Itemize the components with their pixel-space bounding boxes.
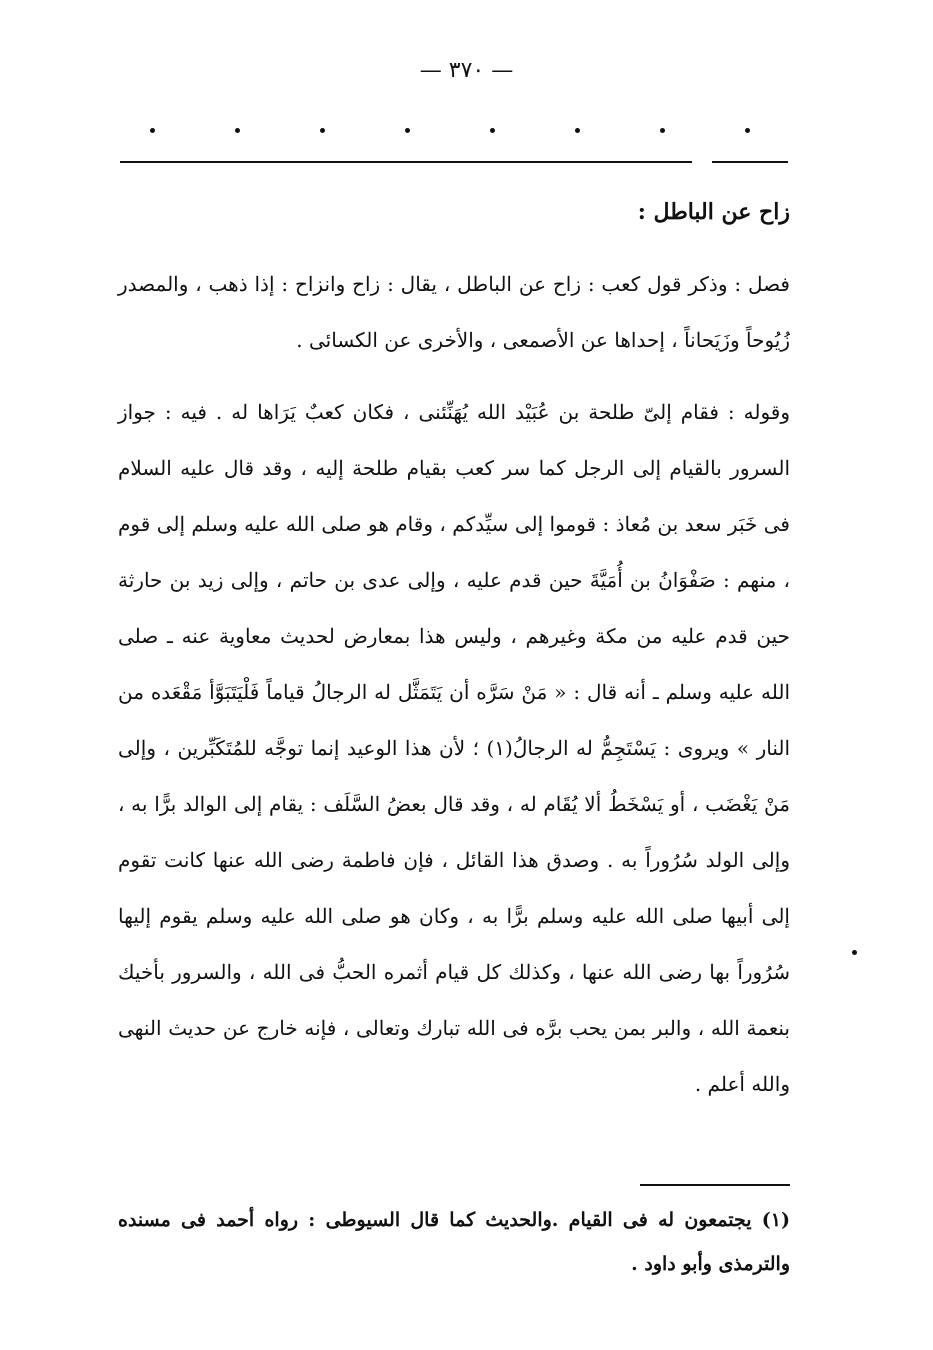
ornament-dot bbox=[490, 128, 495, 133]
section-heading: زاح عن الباطل : bbox=[637, 199, 790, 225]
page-number: — ٣٧٠ — bbox=[419, 58, 514, 83]
paragraph: وقوله : فقام إلىّ طلحة بن عُبَيْد الله يُهَنِّئنى ، فكان كعبٌ يَرَاها له . فيه : جواز السرور بالقيام إلى الرجل كما سر كعب بقيام طلحة إليه ، وقد قال عليه السلام فى خَبَر سعد بن مُعاذ : قوموا إلى سيِّدكم ، وقام هو صلى الله عليه وسلم إلى قوم ، منهم : صَفْوَانُ بن أُمَيَّةَ حين قدم عليه ، وإلى عدى بن حاتم ، وإلى زيد بن حارثة حين قدم عليه من مكة وغيرهم ، وليس هذا بمعارض لحديث معاوية عنه ـ صلى الله عليه وسلم ـ أنه قال : « مَنْ سَرَّه أن يَتَمَثَّل له الرجالُ قياماً فَلْيَتَبَوَّأ مَقْعَده من النار » ويروى : يَسْتَجِمُّ له الرجالُ(١) ؛ لأن هذا الوعيد إنما توجَّه للمُتَكَبِّرين ، وإلى مَنْ يَغْضَب ، أو يَسْخَطُ ألا يُقَام له ، وقد قال بعضُ السَّلَف : يقام إلى الوالد برًّا به ، وإلى الولد سُرُوراً به . وصدق هذا القائل ، فإن فاطمة رضى الله عنها كانت تقوم إلى أبيها صلى الله عليه وسلم برًّا به ، وكان هو صلى الله عليه وسلم يقوم إليها سُرُوراً بها رضى الله عنها ، وكذلك كل قيام أثمره الحبُّ فى الله ، والسرور بأخيك بنعمة الله ، والبر بمن يحب برَّه فى الله تبارك وتعالى ، فإنه خارج عن حديث النهى والله أعلم . bbox=[118, 400, 791, 1096]
ornament-dot bbox=[320, 128, 325, 133]
margin-mark bbox=[852, 950, 857, 955]
paragraph: فصل : وذكر قول كعب : زاح عن الباطل ، يقال : زاح وانزاح : إذا ذهب ، والمصدر زُيُوحاً وزَيَحاناً ، إحداها عن الأصمعى ، والأخرى عن الكسائى . bbox=[118, 272, 790, 352]
ornament-dot bbox=[575, 128, 580, 133]
footnote: (١) يجتمعون له فى القيام .والحديث كما قال السيوطى : رواه أحمد فى مسنده والترمذى وأبو داود . bbox=[118, 1209, 790, 1275]
ornament-dot bbox=[235, 128, 240, 133]
footnote-rule bbox=[640, 1184, 790, 1186]
page-body bbox=[118, 188, 790, 1112]
ornament-dot bbox=[660, 128, 665, 133]
ornament-dot bbox=[150, 128, 155, 133]
header-rule-short bbox=[712, 161, 788, 163]
ornament-dot bbox=[745, 128, 750, 133]
header-ornament-dots bbox=[150, 128, 750, 133]
header-rule bbox=[120, 161, 692, 163]
ornament-dot bbox=[405, 128, 410, 133]
